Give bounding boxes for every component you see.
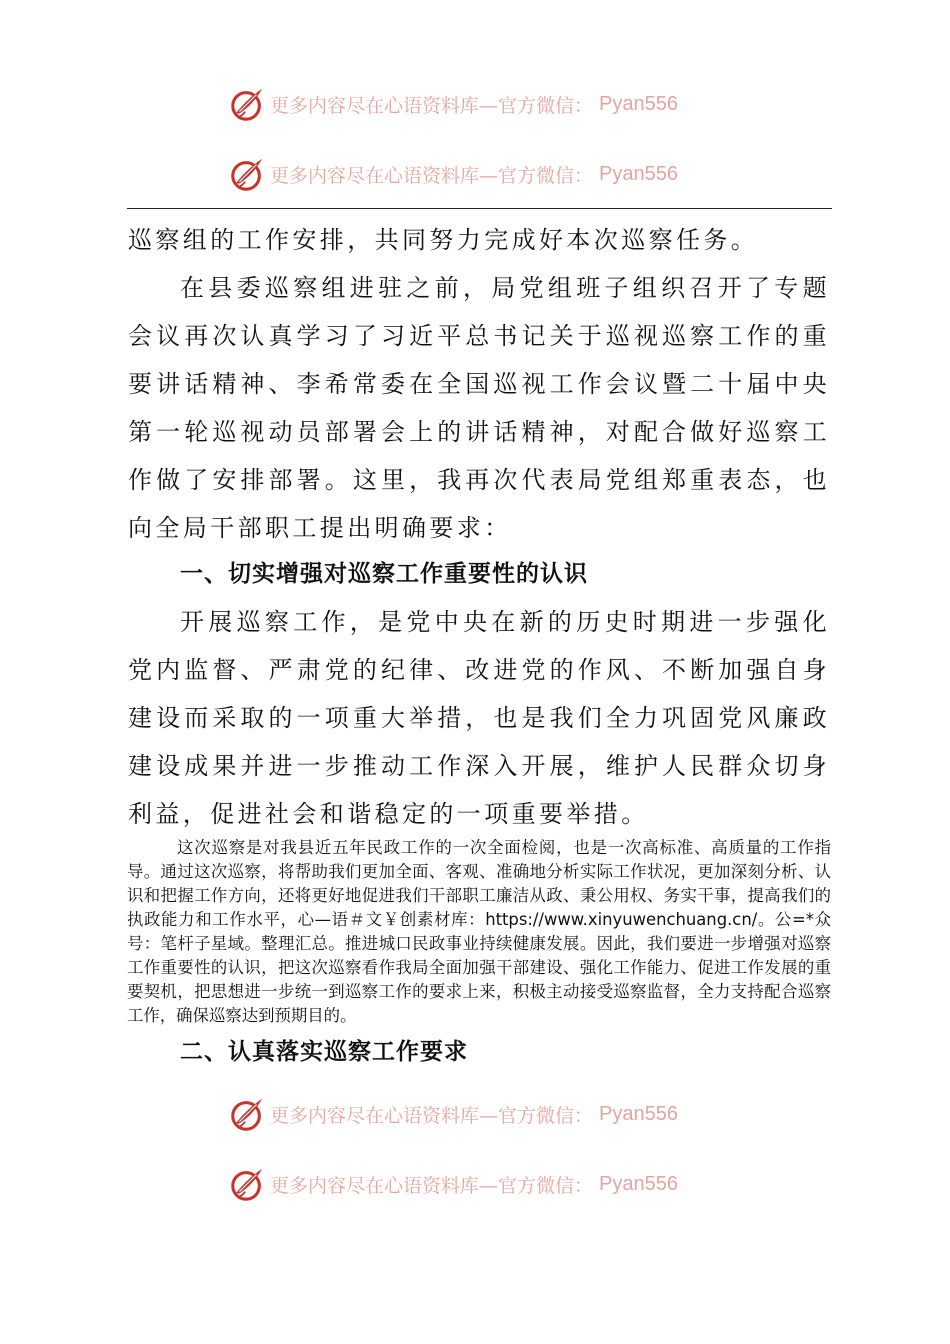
watermark-top-2 <box>228 154 678 194</box>
watermark-text-cn: 更多内容尽在心语资料库—官方微信： <box>270 164 594 187</box>
watermark-text-cn: 更多内容尽在心语资料库—官方微信： <box>270 1174 594 1197</box>
header-divider <box>127 208 832 209</box>
watermark-text-cn: 更多内容尽在心语资料库—官方微信： <box>270 1104 594 1127</box>
quill-pen-logo-icon <box>228 155 266 193</box>
watermark-top-1 <box>228 84 678 124</box>
watermark-text-en: Pyan556 <box>599 1102 678 1125</box>
paragraph-1: 巡察组的工作安排，共同努力完成好本次巡察任务。 <box>128 226 759 254</box>
paragraph-4: 这次巡察是对我县近五年民政工作的一次全面检阅，也是一次高标准、高质量的工作指导。通过这次巡察，将帮助我们更加全面、客观、准确地分析实际工作状况，更加深刻分析、认识和把握工作方向，还将更好地促进我们干部职工廉洁从政、秉公用权、务实干事，提高我们的执政能力和工作水平，心—语＃文￥创素材库：https://www.xinyuwenchuang.cn/。公=*众号：笔杆子星域。整理汇总。推进城口民政事业持续健康发展。因此，我们要进一步增强对巡察工作重要性的认识，把这次巡察看作我局全面加强干部建设、强化工作能力、促进工作发展的重要契机，把思想进一步统一到巡察工作的要求上来，积极主动接受巡察监督，全力支持配合巡察工作，确保巡察达到预期目的。 <box>127 838 831 1025</box>
watermark-text-en: Pyan556 <box>599 92 678 115</box>
watermark-bottom-2 <box>228 1164 678 1204</box>
watermark-text-en: Pyan556 <box>599 1172 678 1195</box>
watermark-text-cn: 更多内容尽在心语资料库—官方微信： <box>270 94 594 117</box>
section-heading-1: 一、切实增强对巡察工作重要性的认识 <box>180 561 588 587</box>
paragraph-3: 开展巡察工作，是党中央在新的历史时期进一步强化党内监督、严肃党的纪律、改进党的作风、不断加强自身建设而采取的一项重大举措，也是我们全力巩固党风廉政建设成果并进一步推动工作深入开展，维护人民群众切身利益，促进社会和谐稳定的一项重要举措。 <box>128 608 830 828</box>
section-heading-2: 二、认真落实巡察工作要求 <box>180 1039 468 1065</box>
paragraph-2: 在县委巡察组进驻之前，局党组班子组织召开了专题会议再次认真学习了习近平总书记关于巡视巡察工作的重要讲话精神、李希常委在全国巡视工作会议暨二十届中央第一轮巡视动员部署会上的讲话精神，对配合做好巡察工作做了安排部署。这里，我再次代表局党组郑重表态，也向全局干部职工提出明确要求： <box>128 274 830 542</box>
watermark-text-en: Pyan556 <box>599 162 678 185</box>
quill-pen-logo-icon <box>228 85 266 123</box>
quill-pen-logo-icon <box>228 1095 266 1133</box>
watermark-bottom-1 <box>228 1094 678 1134</box>
quill-pen-logo-icon <box>228 1165 266 1203</box>
